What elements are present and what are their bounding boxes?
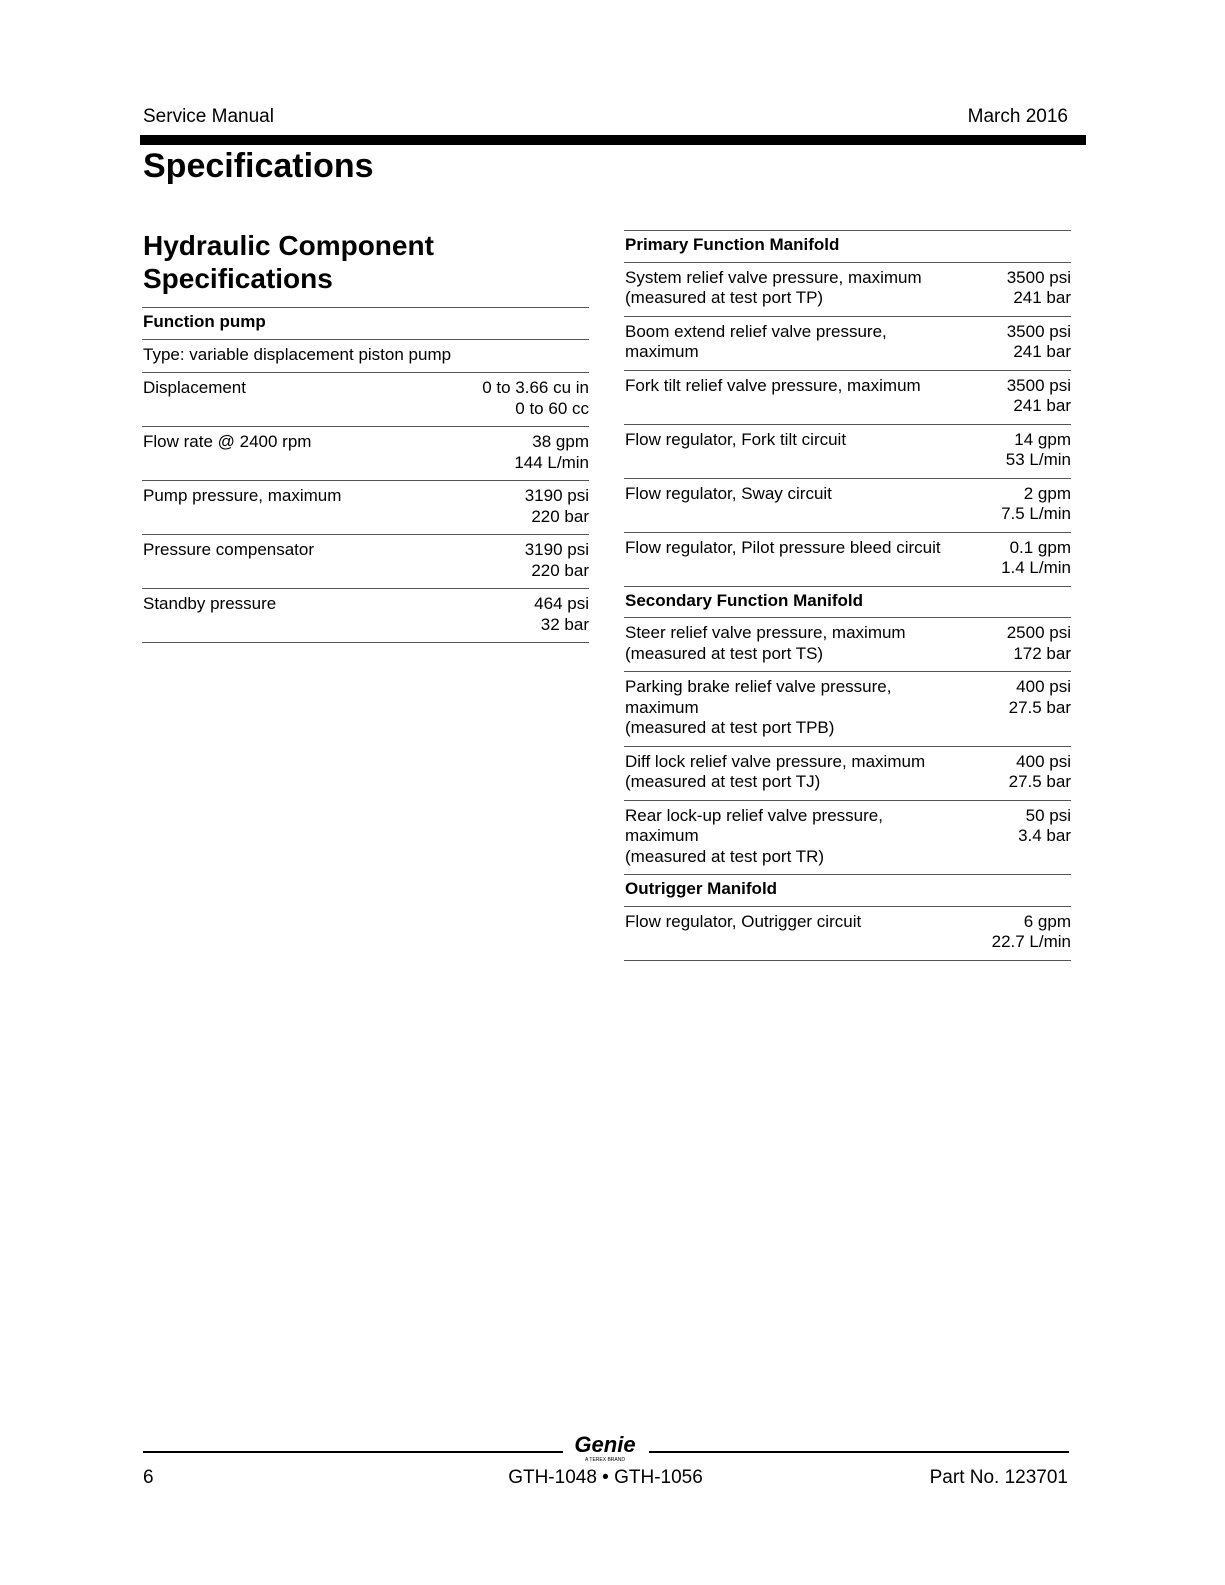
table-row bbox=[142, 535, 589, 589]
manifold-spec-table bbox=[624, 230, 1071, 961]
logo-wordmark: Genie bbox=[574, 1432, 636, 1457]
spec-label: Fork tilt relief valve pressure, maximum bbox=[625, 375, 921, 395]
spec-value: 0.1 gpm 1.4 L/min bbox=[1001, 537, 1071, 577]
table-row bbox=[624, 425, 1071, 479]
spec-label: Steer relief valve pressure, maximum (measured at test port TS) bbox=[625, 623, 906, 663]
footer-rule-left bbox=[143, 1451, 563, 1453]
table-row bbox=[624, 479, 1071, 533]
spec-value: 3190 psi 220 bar bbox=[524, 540, 589, 580]
header-date: March 2016 bbox=[967, 106, 1068, 127]
table-group-heading bbox=[142, 308, 589, 340]
spec-label: Flow regulator, Pilot pressure bleed circuit bbox=[625, 537, 941, 557]
footer-page-number: 6 bbox=[143, 1467, 154, 1488]
table-row bbox=[624, 672, 1071, 747]
table-row bbox=[624, 747, 1071, 801]
table-row bbox=[142, 373, 589, 427]
logo-tagline: A TEREX BRAND bbox=[585, 1457, 625, 1463]
page-title: Specifications bbox=[143, 147, 374, 185]
spec-label: Type: variable displacement piston pump bbox=[143, 344, 452, 364]
spec-value: 0 to 3.66 cu in 0 to 60 cc bbox=[482, 378, 589, 418]
spec-value: 2500 psi 172 bar bbox=[1006, 623, 1071, 663]
spec-value: 14 gpm 53 L/min bbox=[1005, 429, 1071, 469]
spec-label: Displacement bbox=[143, 378, 246, 397]
spec-label: Flow regulator, Sway circuit bbox=[625, 483, 832, 503]
spec-value: 400 psi 27.5 bar bbox=[1008, 751, 1071, 791]
genie-logo bbox=[566, 1430, 644, 1464]
group-label: Outrigger Manifold bbox=[625, 879, 778, 898]
table-row bbox=[142, 427, 589, 481]
spec-label: Flow regulator, Outrigger circuit bbox=[625, 911, 862, 931]
table-row bbox=[624, 317, 1071, 371]
spec-value: 3190 psi 220 bar bbox=[524, 486, 589, 526]
group-label: Secondary Function Manifold bbox=[625, 590, 864, 610]
spec-label: Boom extend relief valve pressure, maximum bbox=[625, 321, 887, 361]
table-row bbox=[624, 618, 1071, 672]
spec-value: 400 psi 27.5 bar bbox=[1008, 677, 1071, 717]
function-pump-spec-table bbox=[142, 307, 589, 643]
spec-label: Parking brake relief valve pressure, maximum (measured at test port TPB) bbox=[625, 677, 892, 737]
table-row bbox=[142, 481, 589, 535]
table-row bbox=[142, 589, 589, 643]
footer-rule-right bbox=[649, 1451, 1069, 1453]
spec-label: Diff lock relief valve pressure, maximum (measured at test port TJ) bbox=[625, 751, 926, 791]
spec-value: 2 gpm 7.5 L/min bbox=[1001, 483, 1071, 523]
spec-value: 3500 psi 241 bar bbox=[1006, 321, 1071, 361]
spec-label: Flow rate @ 2400 rpm bbox=[143, 432, 312, 451]
group-label: Function pump bbox=[143, 312, 266, 331]
header-rule bbox=[140, 135, 1086, 145]
group-label: Primary Function Manifold bbox=[625, 235, 840, 254]
section-title: Hydraulic Component Specifications bbox=[143, 230, 434, 294]
spec-label: Pump pressure, maximum bbox=[143, 486, 342, 505]
spec-label: Rear lock-up relief valve pressure, maximum (measured at test port TR) bbox=[625, 805, 883, 866]
spec-value: 464 psi 32 bar bbox=[534, 594, 589, 634]
table-row bbox=[142, 340, 589, 374]
table-row bbox=[624, 907, 1071, 961]
spec-value: 38 gpm 144 L/min bbox=[514, 432, 589, 472]
table-group-heading bbox=[624, 587, 1071, 619]
spec-value: 6 gpm 22.7 L/min bbox=[991, 911, 1071, 951]
table-group-heading bbox=[624, 231, 1071, 263]
table-row bbox=[624, 371, 1071, 425]
footer-part-number: Part No. 123701 bbox=[929, 1467, 1068, 1488]
table-row bbox=[624, 801, 1071, 876]
spec-value: 3500 psi 241 bar bbox=[1006, 267, 1071, 307]
spec-label: Standby pressure bbox=[143, 594, 277, 613]
footer-model-numbers: GTH-1048 • GTH-1056 bbox=[508, 1467, 703, 1488]
table-row bbox=[624, 533, 1071, 587]
table-group-heading bbox=[624, 875, 1071, 907]
header-manual-title: Service Manual bbox=[143, 106, 274, 127]
spec-label: System relief valve pressure, maximum (measured at test port TP) bbox=[625, 267, 922, 307]
spec-label: Pressure compensator bbox=[143, 540, 315, 559]
spec-label: Flow regulator, Fork tilt circuit bbox=[625, 429, 847, 449]
table-row bbox=[624, 263, 1071, 317]
spec-value: 50 psi 3.4 bar bbox=[1018, 805, 1071, 845]
spec-value: 3500 psi 241 bar bbox=[1006, 375, 1071, 415]
